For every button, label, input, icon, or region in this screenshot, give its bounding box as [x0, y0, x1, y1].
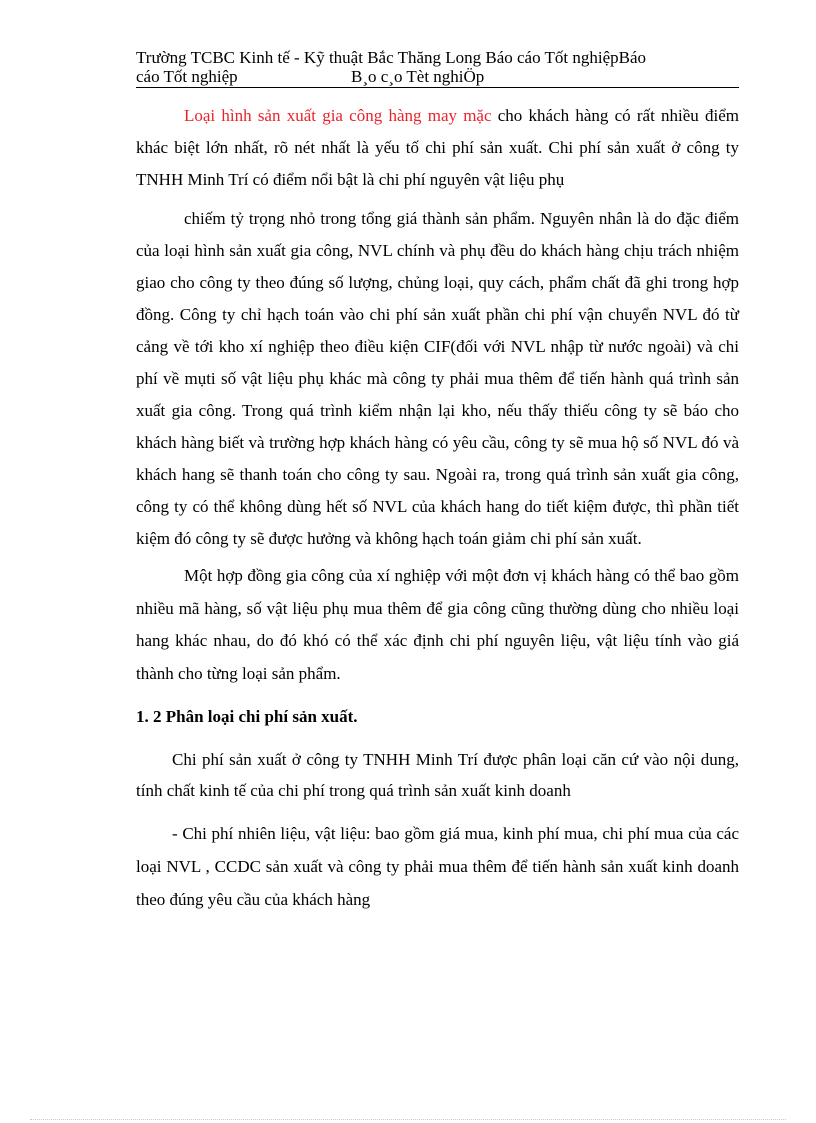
header-line-2-right: B¸o c¸o Tèt nghiÖp	[351, 67, 485, 86]
document-page	[136, 48, 739, 916]
page-bottom-divider	[30, 1119, 786, 1120]
highlighted-phrase: Loại hình sản xuất gia công hàng may mặc	[184, 106, 492, 125]
paragraph-3: Một hợp đồng gia công của xí nghiệp với một đơn vị khách hàng có thể bao gồm nhiều mã hàng, số vật liệu phụ mua thêm để gia công cũng thường dùng cho nhiều loại hang khác nhau, do đó khó có thể xác định chi phí nguyên liệu, vật liệu tính vào giá thành cho từng loại sản phẩm.	[136, 566, 739, 683]
paragraph-5: - Chi phí nhiên liệu, vật liệu: bao gồm giá mua, kinh phí mua, chi phí mua của các loại NVL , CCDC sản xuất và công ty phải mua thêm để tiến hành sản xuất kinh doanh theo đúng yêu cầu của khách hàng	[136, 824, 739, 909]
paragraph-1-text: cho khách hàng có rất nhiều điểm khác biệt lớn nhất, rõ nét nhất là yếu tố chi phí sản xuất. Chi phí sản xuất ở công ty TNHH Minh Trí có điểm nổi bật là chi phí nguyên vật liệu phụ	[136, 106, 740, 189]
paragraph-4: Chi phí sản xuất ở công ty TNHH Minh Trí được phân loại căn cứ vào nội dung, tính chất kinh tế của chi phí trong quá trình sản xuất kinh doanh	[136, 750, 739, 800]
paragraph-2: chiếm tỷ trọng nhỏ trong tổng giá thành sản phẩm. Nguyên nhân là do đặc điểm của loại hình sản xuất gia công, NVL chính và phụ đều do khách hàng chịu trách nhiệm giao cho công ty theo đúng số lượng, chủng loại, quy cách, phẩm chất đã ghi trong hợp đồng. Công ty chỉ hạch toán vào chi phí sản xuất phần chi phí vận chuyển NVL đó từ cảng về tới kho xí nghiệp theo điều kiện CIF(đối với NVL nhập từ nước ngoài) và chi phí về mụti số vật liệu phụ khác mà công ty phải mua thêm để tiến hành quá trình sản xuất gia công. Trong quá trình kiểm nhận lại kho, nếu thấy thiếu công ty sẽ báo cho khách hàng biết và trường hợp khách hàng có yêu cầu, công ty sẽ mua hộ số NVL đó và khách hang sẽ thanh toán cho công ty sau. Ngoài ra, trong quá trình sản xuất gia công, công ty có thể không dùng hết số NVL của khách hang do tiết kiệm được, thì phần tiết kiệm đó công ty sẽ được hưởng và không hạch toán giảm chi phí sản xuất.	[136, 209, 739, 548]
page-header	[136, 48, 739, 88]
paragraph-1	[136, 100, 739, 196]
section-heading: 1. 2 Phân loại chi phí sản xuất.	[136, 707, 358, 726]
header-line-1: Trường TCBC Kinh tế - Kỹ thuật Bắc Thăng Long Báo cáo Tốt nghiệpBáo	[136, 48, 647, 67]
header-line-2	[136, 67, 739, 86]
header-line-2-left: cáo Tốt nghiệp	[136, 67, 238, 86]
